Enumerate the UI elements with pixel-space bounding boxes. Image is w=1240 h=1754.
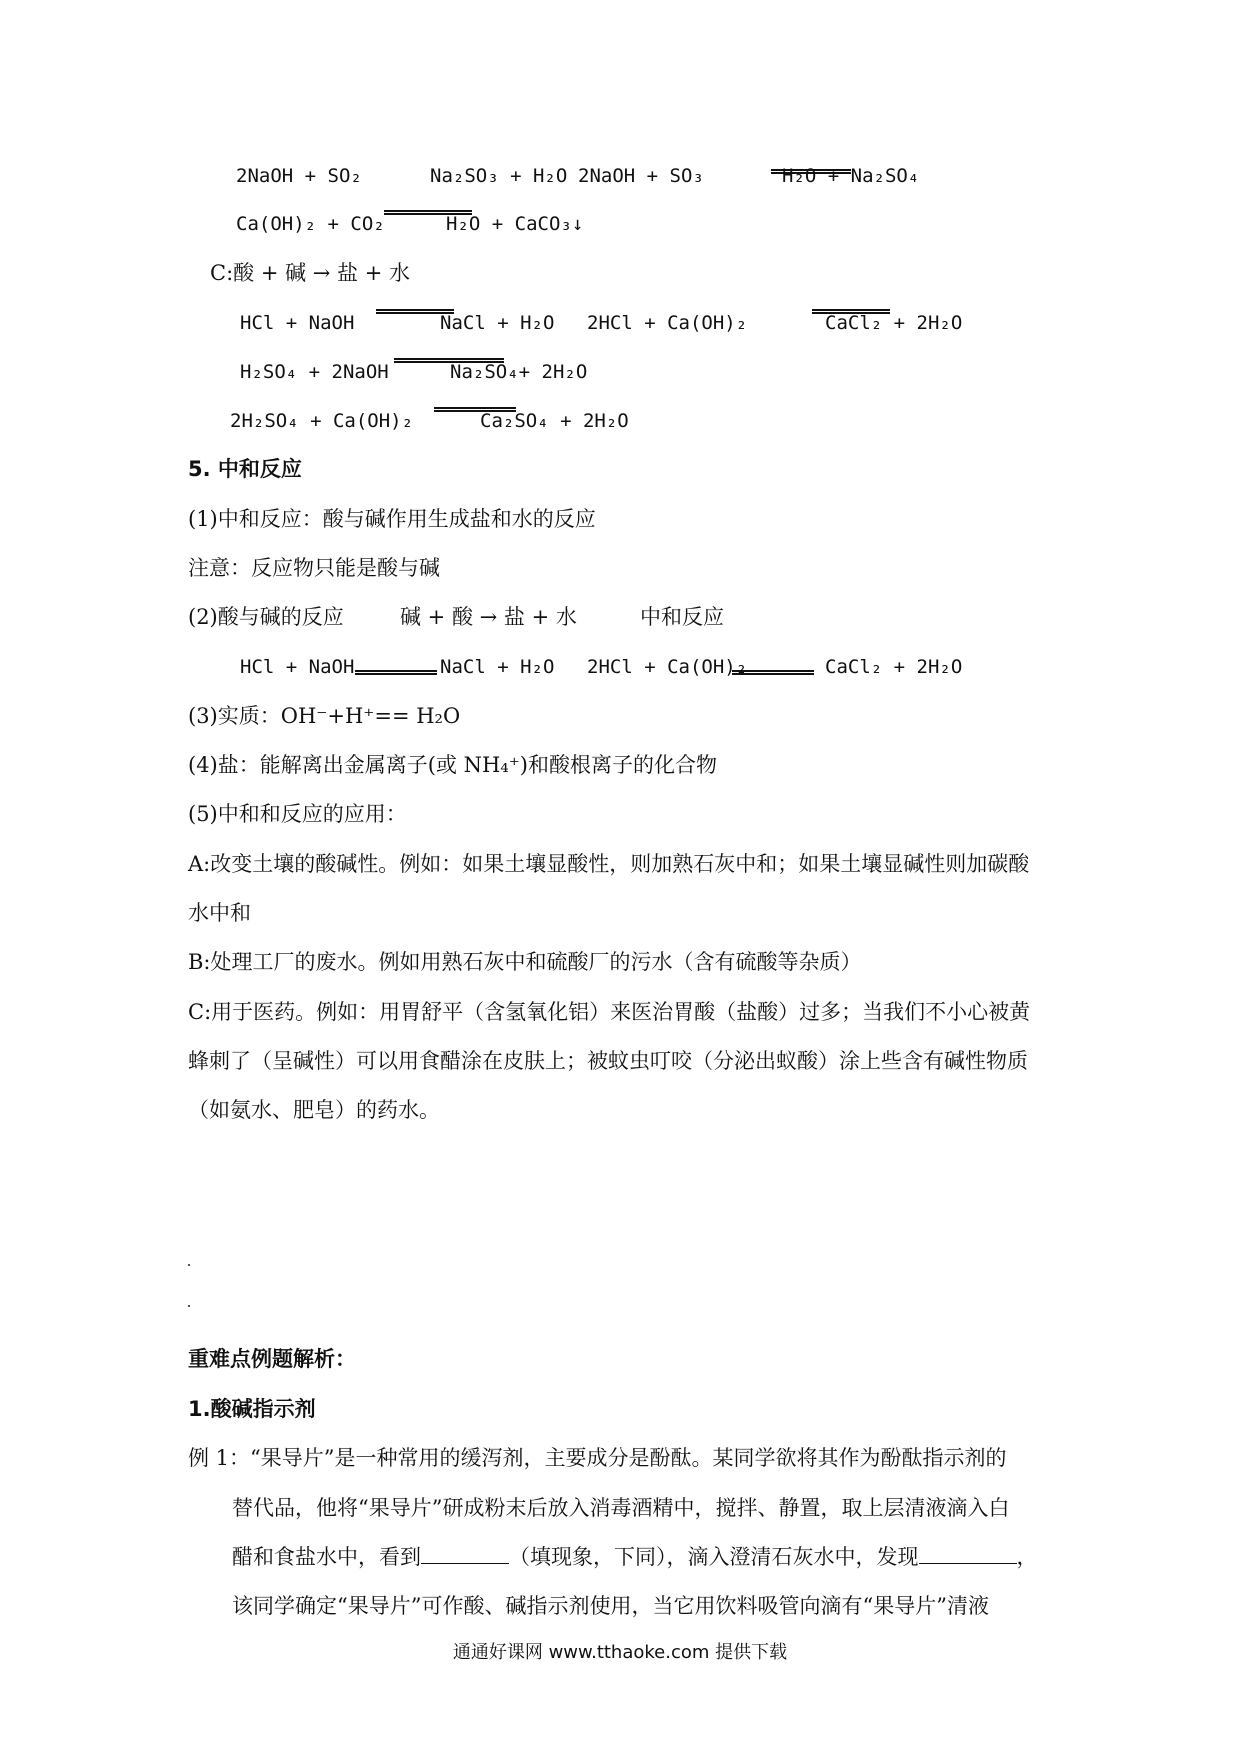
footer-text: 通通好课网 www.tthaoke.com 提供下载 [452, 1642, 788, 1663]
paragraph: (4)盐：能解离出金属离子(或 NH₄⁺)和酸根离子的化合物 [188, 753, 717, 777]
answer-blank-1[interactable] [421, 1543, 509, 1564]
section-c-label: C:酸 + 碱 → 盐 + 水 [210, 261, 410, 285]
equation-right: H₂O + CaCO₃↓ [446, 213, 584, 235]
equation-left: 2H₂SO₄ + Ca(OH)₂ [230, 410, 414, 432]
equation-left: HCl + NaOH [240, 656, 355, 678]
equals-bar [732, 670, 814, 675]
paragraph: C:用于医药。例如：用胃舒平（含氢氧化铝）来医治胃酸（盐酸）过多；当我们不小心被黄 [188, 1000, 1031, 1024]
paragraph-part: （填现象，下同），滴入澄清石灰水中，发现 [509, 1545, 919, 1569]
equation-right: NaCl + H₂O [440, 656, 555, 678]
note: 注意：反应物只能是酸与碱 [188, 556, 440, 580]
paragraph-part: 醋和食盐水中，看到 [232, 1545, 421, 1569]
paragraph: 例 1：“果导片”是一种常用的缓泻剂，主要成分是酚酞。某同学欲将其作为酚酞指示剂的 [188, 1446, 1007, 1470]
paragraph-part: 中和反应 [640, 605, 724, 629]
stray-mark [188, 1305, 190, 1307]
paragraph: 替代品，他将“果导片”研成粉末后放入消毒酒精中，搅拌、静置，取上层清液滴入白 [232, 1496, 1010, 1520]
section-title: 5. 中和反应 [188, 457, 302, 481]
paragraph: B:处理工厂的废水。例如用熟石灰中和硫酸厂的污水（含有硫酸等杂质） [188, 950, 862, 974]
equation-left: HCl + NaOH [240, 312, 355, 334]
equation-right: CaCl₂ + 2H₂O [825, 312, 963, 334]
equation-left: 2HCl + Ca(OH)₂ [587, 656, 748, 678]
equation-right: NaCl + H₂O [440, 312, 555, 334]
equation-left: H₂SO₄ + 2NaOH [240, 361, 389, 383]
examples-subheading: 1.酸碱指示剂 [188, 1397, 316, 1421]
equation-right: Na₂SO₃ + H₂O [430, 165, 568, 187]
equation-right: CaCl₂ + 2H₂O [825, 656, 963, 678]
paragraph: 该同学确定“果导片”可作酸、碱指示剂使用，当它用饮料吸管向滴有“果导片”清液 [232, 1594, 989, 1618]
paragraph-part: 碱 + 酸 → 盐 + 水 [400, 605, 577, 629]
paragraph: (5)中和和反应的应用： [188, 802, 407, 826]
paragraph: (1)中和反应：酸与碱作用生成盐和水的反应 [188, 507, 596, 531]
paragraph: A:改变土壤的酸碱性。例如：如果土壤显酸性，则加熟石灰中和；如果土壤显碱性则加碳酸 [188, 852, 1030, 876]
paragraph: 水中和 [188, 901, 251, 925]
answer-blank-2[interactable] [919, 1543, 1017, 1564]
equation-right: Na₂SO₄+ 2H₂O [450, 361, 588, 383]
equation-left: 2NaOH + SO₃ [578, 165, 704, 187]
paragraph-part: ， [1016, 1545, 1038, 1569]
stray-mark [188, 1264, 190, 1266]
examples-heading: 重难点例题解析： [188, 1347, 356, 1371]
equation-left: 2HCl + Ca(OH)₂ [587, 312, 748, 334]
equals-bar [355, 670, 437, 675]
paragraph: （如氨水、肥皂）的药水。 [188, 1098, 440, 1122]
paragraph [232, 1543, 1038, 1571]
equation-right: Ca₂SO₄ + 2H₂O [480, 410, 629, 432]
equation-left: Ca(OH)₂ + CO₂ [236, 213, 385, 235]
paragraph: (3)实质：OH⁻+H⁺== H₂O [188, 704, 461, 728]
equation-left: 2NaOH + SO₂ [236, 165, 362, 187]
equation-right: H₂O + Na₂SO₄ [782, 165, 920, 187]
paragraph: 蜂刺了（呈碱性）可以用食醋涂在皮肤上；被蚊虫叮咬（分泌出蚁酸）涂上些含有碱性物质 [188, 1049, 1028, 1073]
paragraph-part: (2)酸与碱的反应 [188, 605, 344, 629]
